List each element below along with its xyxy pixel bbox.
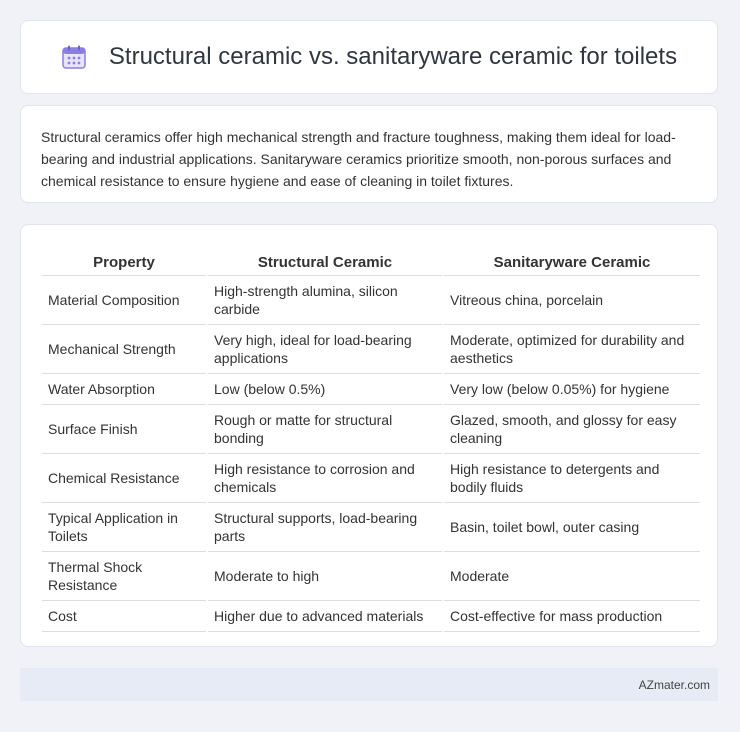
sanitaryware-cell: Basin, toilet bowl, outer casing [444, 503, 700, 552]
property-cell: Chemical Resistance [42, 454, 206, 503]
footer-brand: AZmater.com [638, 677, 710, 692]
comparison-table [40, 245, 702, 632]
property-cell: Water Absorption [42, 374, 206, 405]
structural-cell: Very high, ideal for load-bearing applications [208, 325, 442, 374]
column-header-property: Property [42, 245, 206, 276]
sanitaryware-cell: High resistance to detergents and bodily fluids [444, 454, 700, 503]
table-row [42, 276, 700, 325]
property-cell: Material Composition [42, 276, 206, 325]
calendar-icon [61, 44, 87, 70]
table-row [42, 552, 700, 601]
sanitaryware-cell: Moderate [444, 552, 700, 601]
property-cell: Cost [42, 601, 206, 632]
intro-paragraph: Structural ceramics offer high mechanical strength and fracture toughness, making them ideal for load-bearing and industrial applications. Sanitaryware ceramics prioritize smooth, non-porous surfaces and chemical resistance to ensure hygiene and ease of cleaning in toilet fixtures. [41, 129, 676, 189]
property-cell: Thermal Shock Resistance [42, 552, 206, 601]
sanitaryware-cell: Moderate, optimized for durability and aesthetics [444, 325, 700, 374]
property-cell: Mechanical Strength [42, 325, 206, 374]
structural-cell: Low (below 0.5%) [208, 374, 442, 405]
table-row [42, 601, 700, 632]
comparison-card [20, 224, 718, 647]
sanitaryware-cell: Vitreous china, porcelain [444, 276, 700, 325]
table-row [42, 454, 700, 503]
sanitaryware-cell: Cost-effective for mass production [444, 601, 700, 632]
page-title: Structural ceramic vs. sanitaryware ceramic for toilets [108, 43, 678, 70]
structural-cell: Structural supports, load-bearing parts [208, 503, 442, 552]
structural-cell: Moderate to high [208, 552, 442, 601]
sanitaryware-cell: Very low (below 0.05%) for hygiene [444, 374, 700, 405]
table-row [42, 325, 700, 374]
structural-cell: Rough or matte for structural bonding [208, 405, 442, 454]
structural-cell: High-strength alumina, silicon carbide [208, 276, 442, 325]
structural-cell: Higher due to advanced materials [208, 601, 442, 632]
property-cell: Typical Application in Toilets [42, 503, 206, 552]
property-cell: Surface Finish [42, 405, 206, 454]
footer-bar [20, 668, 718, 701]
table-header-row [42, 245, 700, 276]
sanitaryware-cell: Glazed, smooth, and glossy for easy cleaning [444, 405, 700, 454]
intro-card [20, 105, 718, 203]
table-row [42, 405, 700, 454]
table-row [42, 503, 700, 552]
column-header-sanitaryware: Sanitaryware Ceramic [444, 245, 700, 276]
table-row [42, 374, 700, 405]
title-card [20, 20, 718, 94]
column-header-structural: Structural Ceramic [208, 245, 442, 276]
structural-cell: High resistance to corrosion and chemicals [208, 454, 442, 503]
